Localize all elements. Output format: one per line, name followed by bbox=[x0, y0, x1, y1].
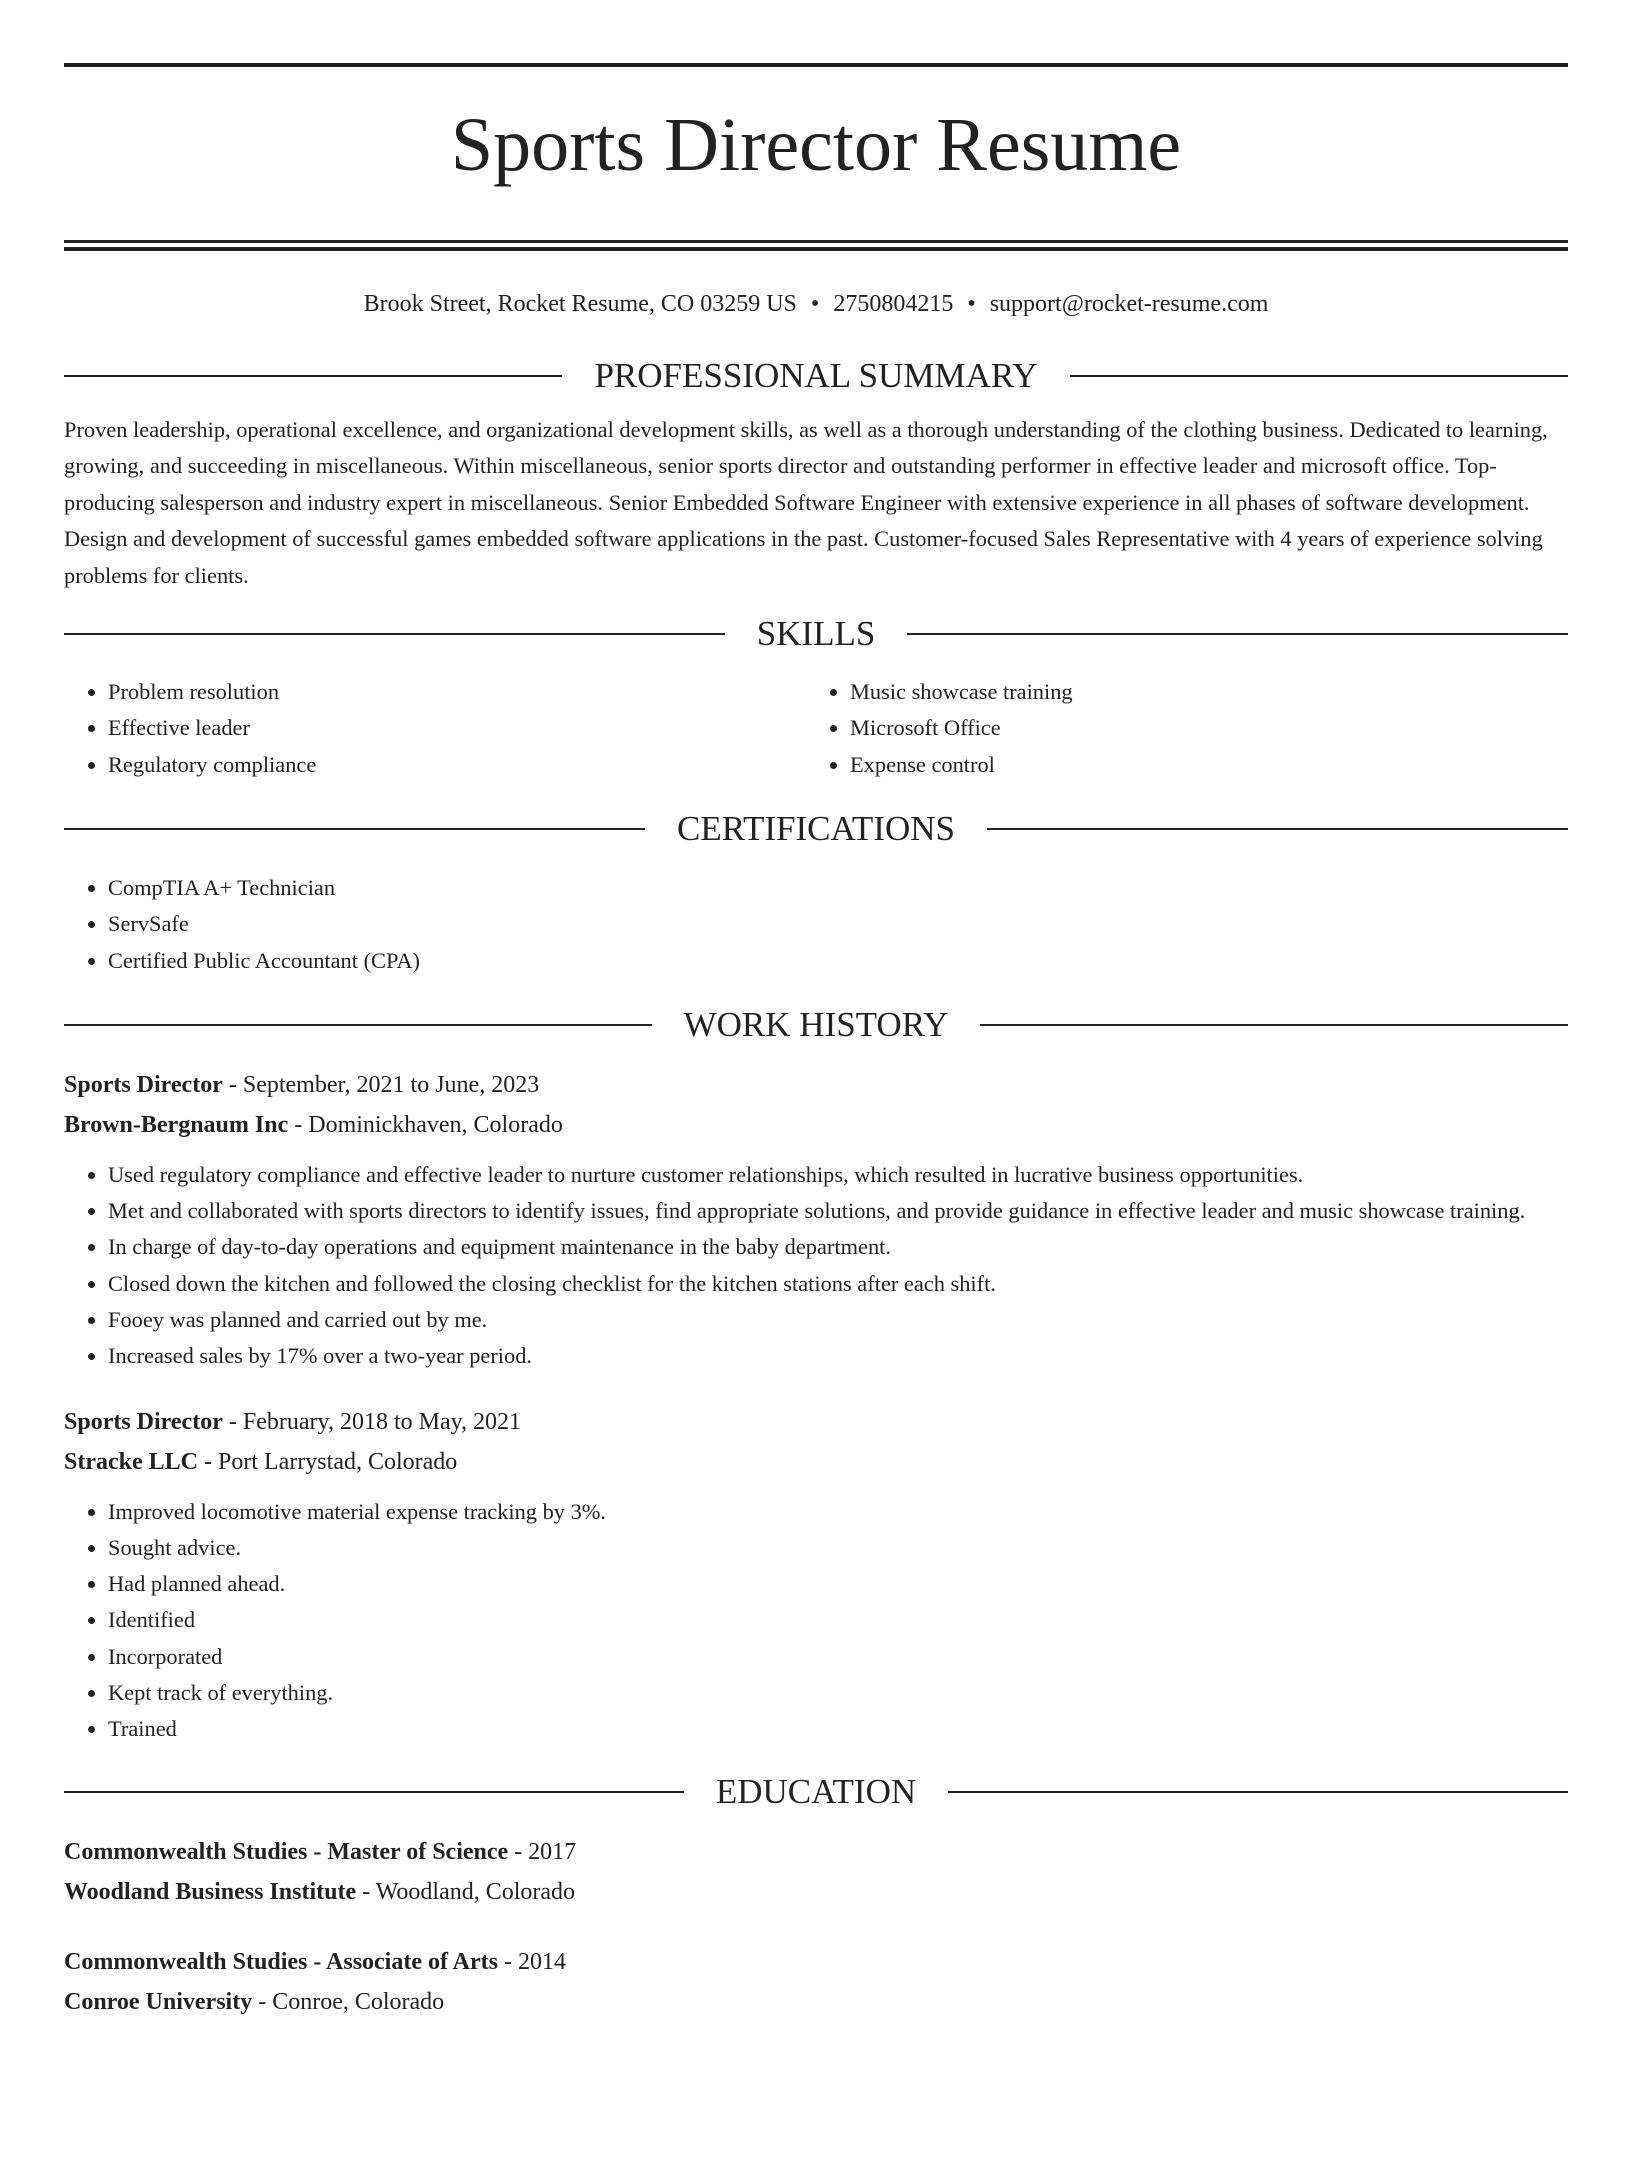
contact-separator: • bbox=[810, 291, 820, 317]
skill-item: • Microsoft Office bbox=[850, 710, 1548, 746]
heading-rule bbox=[948, 1791, 1568, 1793]
resume-title: Sports Director Resume bbox=[450, 103, 1182, 187]
contact-email: support@rocket-resume.com bbox=[989, 291, 1269, 317]
heading-rule bbox=[1070, 375, 1568, 377]
job-company: Brown-Bergnaum Inc bbox=[64, 1111, 289, 1138]
education-degree-line bbox=[64, 1832, 1568, 1872]
certifications-list bbox=[64, 870, 1568, 979]
section-title: PROFESSIONAL SUMMARY bbox=[594, 356, 1038, 395]
section-heading-skills bbox=[64, 614, 1568, 654]
certification-item: • CompTIA A+ Technician bbox=[108, 870, 1568, 906]
education-year: 2017 bbox=[528, 1838, 577, 1865]
job-bullet: • In charge of day-to-day operations and equipment maintenance in the baby department. bbox=[108, 1229, 1568, 1265]
section-title: EDUCATION bbox=[715, 1771, 917, 1811]
heading-rule bbox=[64, 633, 725, 635]
skill-item: • Music showcase training bbox=[850, 674, 1548, 710]
education-school-line bbox=[64, 1872, 1568, 1912]
skills-column-left bbox=[64, 674, 806, 783]
job-bullet: • Identified bbox=[108, 1602, 1568, 1638]
job-bullets bbox=[64, 1494, 1568, 1748]
education-entry bbox=[64, 1832, 1568, 1912]
job-bullet: • Kept track of everything. bbox=[108, 1675, 1568, 1711]
job-entry bbox=[64, 1065, 1568, 1375]
contact-separator: • bbox=[967, 291, 976, 317]
job-company-line bbox=[64, 1442, 1568, 1482]
job-location: Port Larrystad, Colorado bbox=[218, 1448, 458, 1475]
job-bullet: • Used regulatory compliance and effective leader to nurture customer relationships, which resulted in lucrative business opportunities. bbox=[108, 1157, 1568, 1193]
certification-item: • ServSafe bbox=[108, 906, 1568, 942]
education-degree: Commonwealth Studies - Associate of Arts bbox=[64, 1948, 498, 1975]
education-year: 2014 bbox=[517, 1948, 566, 1975]
job-bullet: • Increased sales by 17% over a two-year period. bbox=[108, 1338, 1568, 1374]
education-school: Woodland Business Institute bbox=[64, 1878, 357, 1905]
heading-rule bbox=[987, 828, 1568, 830]
section-heading-summary bbox=[64, 356, 1568, 396]
heading-rule bbox=[64, 1024, 652, 1026]
dash: - bbox=[514, 1838, 523, 1865]
job-bullet: • Met and collaborated with sports directors to identify issues, find appropriate solutions, and provide guidance in effective leader and music showcase training. bbox=[108, 1193, 1568, 1229]
job-bullet: • Had planned ahead. bbox=[108, 1566, 1568, 1602]
job-title-line bbox=[64, 1402, 1568, 1442]
job-dates: February, 2018 to May, 2021 bbox=[242, 1408, 522, 1435]
dash: - bbox=[228, 1408, 237, 1435]
dash: - bbox=[362, 1878, 371, 1905]
education-school: Conroe University bbox=[64, 1988, 253, 2015]
job-company-line bbox=[64, 1105, 1568, 1145]
job-bullets bbox=[64, 1157, 1568, 1375]
heading-rule bbox=[980, 1024, 1568, 1026]
summary-text: Proven leadership, operational excellence, and organizational development skills, as well as a thorough understanding of the clothing business. Dedicated to learning, growing, and succeeding in miscellaneous. Within miscellaneous, senior sports director and outstanding performer in effective leader and microsoft office. Top-producing salesperson and industry expert in miscellaneous. Senior Embedded Software Engineer with extensive experience in all phases of software development. Design and development of successful games embedded software applications in the past. Customer-focused Sales Representative with 4 years of experience solving problems for clients. bbox=[64, 417, 1548, 588]
dash: - bbox=[258, 1988, 267, 2015]
heading-rule bbox=[64, 1791, 684, 1793]
section-title: CERTIFICATIONS bbox=[677, 808, 955, 848]
education-location: Woodland, Colorado bbox=[375, 1878, 576, 1905]
heading-rule bbox=[64, 828, 645, 830]
dash: - bbox=[294, 1111, 303, 1138]
contact-phone: 2750804215 bbox=[833, 291, 954, 317]
dash: - bbox=[204, 1448, 212, 1475]
skill-item: • Regulatory compliance bbox=[108, 747, 806, 783]
section-title: WORK HISTORY bbox=[683, 1004, 949, 1044]
dash: - bbox=[503, 1948, 512, 1975]
job-company: Stracke LLC bbox=[64, 1448, 198, 1475]
section-heading-certifications bbox=[64, 809, 1568, 849]
job-dates: September, 2021 to June, 2023 bbox=[242, 1071, 540, 1098]
resume-page bbox=[0, 63, 1632, 2175]
heading-rule bbox=[907, 633, 1568, 635]
education-school-line bbox=[64, 1982, 1568, 2022]
dash: - bbox=[228, 1071, 237, 1098]
contact-address: Brook Street, Rocket Resume, CO 03259 US bbox=[363, 291, 797, 317]
section-heading-work-history bbox=[64, 1005, 1568, 1045]
job-entry bbox=[64, 1402, 1568, 1748]
education-entry bbox=[64, 1942, 1568, 2022]
job-location: Dominickhaven, Colorado bbox=[308, 1111, 563, 1138]
top-rule bbox=[64, 63, 1568, 67]
job-title-line bbox=[64, 1065, 1568, 1105]
heading-rule bbox=[64, 375, 562, 377]
education-degree: Commonwealth Studies - Master of Science bbox=[64, 1838, 509, 1865]
skills-list bbox=[64, 674, 1568, 783]
skill-item: • Effective leader bbox=[108, 710, 806, 746]
skill-item: • Problem resolution bbox=[108, 674, 806, 710]
job-bullet: • Trained bbox=[108, 1711, 1568, 1747]
job-title: Sports Director bbox=[64, 1071, 223, 1098]
job-bullet: • Fooey was planned and carried out by me. bbox=[108, 1302, 1568, 1338]
education-degree-line bbox=[64, 1942, 1568, 1982]
section-title: SKILLS bbox=[756, 614, 876, 654]
skills-column-right bbox=[806, 674, 1548, 783]
skill-item: • Expense control bbox=[850, 747, 1548, 783]
certification-item: • Certified Public Accountant (CPA) bbox=[108, 943, 1568, 979]
section-heading-education bbox=[64, 1772, 1568, 1812]
contact-line bbox=[64, 289, 1568, 319]
job-title: Sports Director bbox=[64, 1408, 223, 1435]
job-bullet: • Sought advice. bbox=[108, 1530, 1568, 1566]
title-double-rule bbox=[64, 240, 1568, 251]
job-bullet: • Improved locomotive material expense tracking by 3%. bbox=[108, 1494, 1568, 1530]
job-bullet: • Closed down the kitchen and followed the closing checklist for the kitchen stations after each shift. bbox=[108, 1266, 1568, 1302]
job-bullet: • Incorporated bbox=[108, 1639, 1568, 1675]
education-location: Conroe, Colorado bbox=[272, 1988, 445, 2015]
